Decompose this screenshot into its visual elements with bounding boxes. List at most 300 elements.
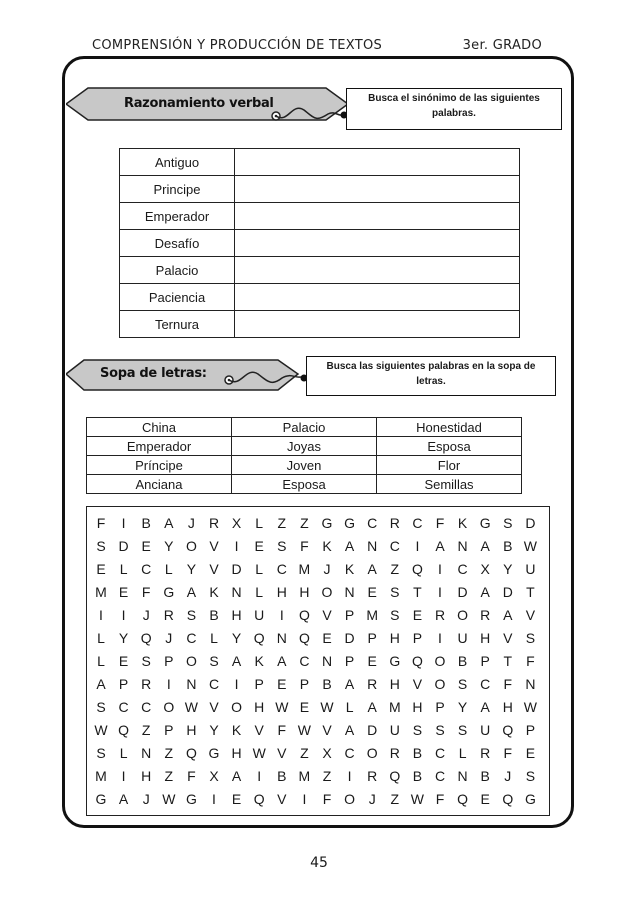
grid-letter[interactable]: Z: [141, 722, 151, 738]
grid-row: [91, 561, 547, 583]
synonym-word: Ternura: [120, 311, 235, 338]
grid-letter[interactable]: I: [121, 515, 126, 531]
grid-letter[interactable]: O: [344, 791, 356, 807]
synonym-word: Principe: [120, 176, 235, 203]
grid-letter[interactable]: C: [118, 699, 129, 715]
grid-letter[interactable]: W: [320, 699, 334, 715]
section-title: Razonamiento verbal: [124, 96, 274, 111]
grid-letter[interactable]: Z: [300, 745, 309, 761]
grid-letter[interactable]: B: [277, 768, 287, 784]
grid-letter[interactable]: I: [257, 768, 262, 784]
grid-letter[interactable]: S: [390, 584, 400, 600]
grid-letter[interactable]: D: [502, 584, 513, 600]
section-banner-sopa: [66, 358, 316, 398]
grid-letter[interactable]: P: [118, 676, 129, 692]
grid-letter[interactable]: A: [186, 584, 197, 600]
grid-letter[interactable]: A: [480, 538, 490, 554]
grid-letter[interactable]: B: [457, 653, 468, 669]
grid-letter[interactable]: D: [457, 584, 468, 600]
grid-row: [91, 699, 547, 721]
grid-letter[interactable]: N: [321, 653, 333, 669]
grid-letter[interactable]: C: [141, 699, 152, 715]
grid-letter[interactable]: I: [121, 607, 126, 623]
grid-letter[interactable]: Y: [164, 538, 174, 554]
grid-letter[interactable]: U: [480, 722, 491, 738]
synonym-word: Emperador: [120, 203, 235, 230]
grid-letter[interactable]: R: [480, 745, 491, 761]
grid-letter[interactable]: L: [119, 745, 128, 761]
grid-letter[interactable]: G: [524, 791, 536, 807]
grid-letter[interactable]: A: [277, 653, 287, 669]
grid-letter[interactable]: M: [298, 561, 311, 577]
grid-letter[interactable]: L: [458, 745, 467, 761]
grid-letter[interactable]: M: [298, 768, 311, 784]
instruction-text: Busca el sinónimo de las siguientes palabras.: [368, 93, 540, 119]
grid-letter[interactable]: S: [457, 676, 468, 692]
grid-letter[interactable]: U: [457, 630, 468, 646]
synonym-answer-blank[interactable]: [235, 311, 520, 338]
grid-letter[interactable]: I: [166, 676, 171, 692]
grid-letter[interactable]: D: [118, 538, 129, 554]
grid-letter[interactable]: A: [164, 515, 174, 531]
grid-letter[interactable]: P: [164, 653, 174, 669]
grid-letter[interactable]: C: [208, 676, 220, 692]
grid-letter[interactable]: H: [480, 630, 491, 646]
grid-letter[interactable]: E: [480, 791, 490, 807]
grid-letter[interactable]: L: [97, 630, 105, 646]
grid-letter[interactable]: Q: [457, 791, 469, 807]
grid-letter[interactable]: H: [389, 676, 400, 692]
grid-letter[interactable]: N: [457, 768, 468, 784]
grid-letter[interactable]: C: [344, 745, 355, 761]
grid-letter[interactable]: A: [344, 538, 355, 554]
grid-letter[interactable]: S: [277, 538, 287, 554]
grid-letter[interactable]: K: [209, 584, 219, 600]
grid-letter[interactable]: L: [210, 630, 218, 646]
grid-letter[interactable]: Q: [411, 561, 423, 577]
grid-letter[interactable]: W: [523, 538, 537, 554]
grid-letter[interactable]: O: [185, 653, 197, 669]
grid-letter[interactable]: S: [186, 607, 197, 623]
section-banner-razonamiento: [66, 84, 356, 130]
grid-letter[interactable]: G: [321, 515, 333, 531]
grid-letter[interactable]: A: [231, 653, 242, 669]
grid-letter[interactable]: P: [344, 653, 355, 669]
grid-letter[interactable]: S: [96, 745, 106, 761]
grid-letter[interactable]: I: [415, 538, 420, 554]
synonym-row: [120, 311, 520, 338]
grid-letter[interactable]: P: [367, 630, 377, 646]
grid-letter[interactable]: C: [276, 561, 287, 577]
grid-letter[interactable]: Q: [502, 791, 514, 807]
word-list-item: Honestidad: [377, 418, 522, 437]
synonym-word: Desafío: [120, 230, 235, 257]
grid-letter[interactable]: G: [163, 584, 175, 600]
grid-row: [91, 607, 547, 629]
grid-letter[interactable]: A: [344, 722, 355, 738]
grid-letter[interactable]: I: [234, 538, 239, 554]
grid-letter[interactable]: Q: [253, 791, 265, 807]
grid-letter[interactable]: A: [480, 699, 490, 715]
grid-letter[interactable]: P: [344, 607, 355, 623]
grid-letter[interactable]: N: [457, 538, 468, 554]
grid-letter[interactable]: R: [480, 607, 491, 623]
grid-letter[interactable]: H: [254, 699, 265, 715]
grid-letter[interactable]: Y: [118, 630, 129, 646]
grid-letter[interactable]: R: [141, 676, 152, 692]
grid-letter[interactable]: E: [118, 584, 129, 600]
grid-letter[interactable]: A: [367, 561, 377, 577]
grid-letter[interactable]: R: [434, 607, 446, 623]
grid-letter[interactable]: U: [389, 722, 400, 738]
grid-letter[interactable]: L: [255, 584, 264, 600]
grid-letter[interactable]: K: [322, 538, 332, 554]
grid-letter[interactable]: G: [208, 745, 220, 761]
grid-letter[interactable]: R: [163, 607, 174, 623]
grid-letter[interactable]: A: [435, 538, 445, 554]
grid-letter[interactable]: E: [367, 653, 377, 669]
grid-letter[interactable]: S: [96, 699, 106, 715]
grid-letter[interactable]: E: [141, 538, 151, 554]
grid-letter[interactable]: S: [390, 607, 400, 623]
synonym-answer-blank[interactable]: [235, 203, 520, 230]
grid-letter[interactable]: F: [277, 722, 287, 738]
grid-letter[interactable]: E: [118, 653, 129, 669]
grid-letter[interactable]: C: [434, 745, 446, 761]
grid-letter[interactable]: V: [503, 630, 513, 646]
grid-letter[interactable]: O: [321, 584, 333, 600]
grid-letter[interactable]: I: [347, 768, 352, 784]
grid-letter[interactable]: N: [525, 676, 536, 692]
word-list-item: Joyas: [232, 437, 377, 456]
grid-letter[interactable]: A: [480, 584, 490, 600]
grid-letter[interactable]: V: [412, 676, 423, 692]
grid-letter[interactable]: V: [322, 722, 332, 738]
grid-letter[interactable]: S: [457, 722, 468, 738]
grid-letter[interactable]: N: [141, 745, 152, 761]
grid-letter[interactable]: F: [435, 791, 445, 807]
grid-letter[interactable]: T: [503, 653, 513, 669]
grid-row: [91, 791, 547, 813]
word-list-row: [87, 437, 522, 456]
grid-letter[interactable]: K: [254, 653, 264, 669]
grid-letter[interactable]: E: [412, 607, 423, 623]
grid-letter[interactable]: G: [185, 791, 197, 807]
grid-letter[interactable]: X: [322, 745, 332, 761]
grid-letter[interactable]: S: [412, 722, 423, 738]
grid-letter[interactable]: Q: [253, 630, 265, 646]
grid-letter[interactable]: Z: [164, 745, 174, 761]
grid-letter[interactable]: H: [141, 768, 152, 784]
synonym-answer-blank[interactable]: [235, 284, 520, 311]
grid-letter[interactable]: C: [389, 538, 400, 554]
grid-letter[interactable]: X: [231, 515, 242, 531]
grid-letter[interactable]: W: [252, 745, 266, 761]
grid-letter[interactable]: V: [277, 791, 287, 807]
grid-letter[interactable]: I: [279, 607, 284, 623]
grid-letter[interactable]: Z: [300, 515, 309, 531]
grid-letter[interactable]: Y: [186, 561, 197, 577]
grid-letter[interactable]: Z: [390, 791, 400, 807]
grid-row: [91, 538, 547, 560]
grid-letter[interactable]: O: [434, 653, 446, 669]
grid-letter[interactable]: O: [434, 676, 446, 692]
grid-letter[interactable]: F: [322, 791, 332, 807]
grid-letter[interactable]: U: [525, 561, 536, 577]
grid-letter[interactable]: K: [231, 722, 242, 738]
word-search-grid: [86, 506, 550, 816]
grid-letter[interactable]: B: [322, 676, 332, 692]
grid-letter[interactable]: B: [412, 745, 423, 761]
grid-letter[interactable]: H: [231, 745, 242, 761]
grid-letter[interactable]: R: [389, 515, 400, 531]
grid-letter[interactable]: Y: [503, 561, 513, 577]
grid-letter[interactable]: J: [142, 791, 150, 807]
grade-label: 3er. GRADO: [462, 38, 542, 53]
grid-letter[interactable]: C: [186, 630, 197, 646]
grid-letter[interactable]: I: [234, 676, 239, 692]
grid-letter[interactable]: Z: [164, 768, 174, 784]
grid-letter[interactable]: H: [412, 699, 423, 715]
grid-letter[interactable]: A: [367, 699, 377, 715]
grid-letter[interactable]: N: [186, 676, 197, 692]
grid-letter[interactable]: L: [255, 515, 264, 531]
grid-letter[interactable]: F: [503, 676, 513, 692]
grid-letter[interactable]: K: [457, 515, 468, 531]
grid-letter[interactable]: H: [276, 584, 287, 600]
grid-letter[interactable]: I: [212, 791, 216, 807]
grid-letter[interactable]: E: [367, 584, 377, 600]
grid-letter[interactable]: D: [231, 561, 242, 577]
grid-letter[interactable]: U: [254, 607, 265, 623]
grid-letter[interactable]: G: [479, 515, 491, 531]
page-number: 45: [310, 855, 328, 871]
grid-letter[interactable]: A: [118, 791, 129, 807]
grid-letter[interactable]: W: [184, 699, 198, 715]
grid-letter[interactable]: Q: [118, 722, 130, 738]
grid-letter[interactable]: B: [209, 607, 219, 623]
grid-letter[interactable]: A: [503, 607, 513, 623]
grid-letter[interactable]: I: [438, 630, 442, 646]
grid-letter[interactable]: W: [94, 722, 108, 738]
grid-letter[interactable]: W: [410, 791, 424, 807]
grid-letter[interactable]: O: [231, 699, 243, 715]
grid-letter[interactable]: E: [322, 630, 332, 646]
grid-letter[interactable]: C: [367, 515, 378, 531]
grid-letter[interactable]: F: [141, 584, 151, 600]
word-list-item: Anciana: [87, 475, 232, 494]
grid-letter[interactable]: Z: [322, 768, 332, 784]
grid-letter[interactable]: W: [162, 791, 176, 807]
word-list-item: Esposa: [232, 475, 377, 494]
grid-letter[interactable]: V: [277, 745, 287, 761]
grid-letter[interactable]: T: [526, 584, 535, 600]
grid-letter[interactable]: F: [300, 538, 309, 554]
grid-letter[interactable]: P: [435, 699, 445, 715]
grid-letter[interactable]: W: [297, 722, 311, 738]
grid-letter[interactable]: S: [141, 653, 151, 669]
grid-letter[interactable]: E: [525, 745, 536, 761]
synonym-row: [120, 284, 520, 311]
grid-letter[interactable]: V: [254, 722, 264, 738]
grid-letter[interactable]: Q: [298, 607, 310, 623]
grid-letter[interactable]: Y: [457, 699, 468, 715]
grid-letter[interactable]: Q: [140, 630, 152, 646]
grid-letter[interactable]: O: [366, 745, 378, 761]
grid-letter[interactable]: C: [141, 561, 152, 577]
grid-letter[interactable]: B: [412, 768, 423, 784]
grid-letter[interactable]: F: [187, 768, 196, 784]
grid-letter[interactable]: B: [503, 538, 513, 554]
grid-letter[interactable]: F: [526, 653, 535, 669]
grid-letter[interactable]: G: [389, 653, 401, 669]
grid-letter[interactable]: P: [525, 722, 536, 738]
grid-letter[interactable]: J: [187, 515, 195, 531]
grid-letter[interactable]: M: [388, 699, 401, 715]
grid-letter[interactable]: F: [435, 515, 445, 531]
grid-letter[interactable]: J: [368, 791, 376, 807]
grid-letter[interactable]: S: [96, 538, 106, 554]
grid-letter[interactable]: P: [480, 653, 490, 669]
grid-letter[interactable]: Q: [389, 768, 401, 784]
synonym-word: Paciencia: [120, 284, 235, 311]
synonym-row: [120, 176, 520, 203]
grid-letter[interactable]: I: [302, 791, 307, 807]
word-list-item: Palacio: [232, 418, 377, 437]
grid-letter[interactable]: H: [231, 607, 242, 623]
grid-letter[interactable]: S: [525, 630, 536, 646]
grid-letter[interactable]: B: [480, 768, 490, 784]
grid-letter[interactable]: N: [367, 538, 378, 554]
grid-letter[interactable]: R: [367, 768, 378, 784]
grid-letter[interactable]: A: [96, 676, 106, 692]
grid-letter[interactable]: I: [438, 584, 442, 600]
grid-letter[interactable]: B: [141, 515, 151, 531]
grid-letter[interactable]: M: [366, 607, 379, 623]
grid-letter[interactable]: H: [502, 699, 513, 715]
grid-letter[interactable]: P: [299, 676, 310, 692]
grid-letter[interactable]: C: [480, 676, 491, 692]
grid-letter[interactable]: H: [186, 722, 197, 738]
grid-letter[interactable]: E: [231, 791, 242, 807]
grid-letter[interactable]: S: [503, 515, 513, 531]
subject-title: COMPRENSIÓN Y PRODUCCIÓN DE TEXTOS: [92, 38, 383, 53]
grid-letter[interactable]: N: [344, 584, 355, 600]
grid-letter[interactable]: M: [95, 584, 107, 600]
word-list-item: Semillas: [377, 475, 522, 494]
grid-letter[interactable]: Q: [298, 630, 310, 646]
grid-letter[interactable]: Q: [502, 722, 514, 738]
grid-letter[interactable]: V: [209, 538, 219, 554]
grid-letter[interactable]: W: [523, 699, 537, 715]
grid-letter[interactable]: L: [119, 561, 128, 577]
synonym-row: [120, 230, 520, 257]
grid-letter[interactable]: S: [209, 653, 219, 669]
grid-letter[interactable]: L: [345, 699, 354, 715]
grid-letter[interactable]: A: [231, 768, 242, 784]
grid-letter[interactable]: Z: [277, 515, 287, 531]
grid-letter[interactable]: V: [209, 699, 219, 715]
grid-letter[interactable]: I: [438, 561, 442, 577]
synonym-table: [119, 148, 520, 338]
grid-letter[interactable]: R: [208, 515, 220, 531]
grid-letter[interactable]: F: [503, 745, 513, 761]
grid-letter[interactable]: R: [367, 676, 378, 692]
grid-row: [91, 653, 547, 675]
grid-letter[interactable]: H: [299, 584, 310, 600]
grid-letter[interactable]: L: [164, 561, 173, 577]
grid-letter[interactable]: O: [457, 607, 469, 623]
grid-letter[interactable]: P: [254, 676, 264, 692]
grid-letter[interactable]: J: [142, 607, 150, 623]
grid-letter[interactable]: V: [525, 607, 536, 623]
grid-letter[interactable]: J: [504, 768, 512, 784]
grid-letter[interactable]: N: [231, 584, 242, 600]
grid-letter[interactable]: X: [209, 768, 219, 784]
grid-letter[interactable]: H: [389, 630, 400, 646]
grid-letter[interactable]: L: [255, 561, 264, 577]
grid-letter[interactable]: P: [412, 630, 423, 646]
grid-letter[interactable]: I: [121, 768, 126, 784]
grid-letter[interactable]: L: [97, 653, 105, 669]
grid-letter[interactable]: E: [254, 538, 264, 554]
grid-letter[interactable]: S: [525, 768, 536, 784]
grid-letter[interactable]: C: [434, 768, 446, 784]
word-list-row: [87, 418, 522, 437]
grid-row: [91, 676, 547, 698]
grid-letter[interactable]: V: [209, 561, 219, 577]
grid-letter[interactable]: O: [185, 538, 197, 554]
grid-letter[interactable]: X: [480, 561, 490, 577]
grid-letter[interactable]: J: [165, 630, 173, 646]
synonym-answer-blank[interactable]: [235, 176, 520, 203]
grid-letter[interactable]: N: [276, 630, 287, 646]
grid-letter[interactable]: D: [367, 722, 378, 738]
grid-letter[interactable]: Y: [209, 722, 219, 738]
grid-letter[interactable]: F: [96, 515, 106, 531]
grid-letter[interactable]: M: [95, 768, 107, 784]
synonym-answer-blank[interactable]: [235, 257, 520, 284]
grid-letter[interactable]: E: [299, 699, 310, 715]
grid-letter[interactable]: G: [95, 791, 107, 807]
grid-letter[interactable]: E: [96, 561, 106, 577]
grid-letter[interactable]: V: [322, 607, 332, 623]
grid-letter[interactable]: P: [164, 722, 174, 738]
grid-letter[interactable]: C: [299, 653, 310, 669]
grid-letter[interactable]: C: [412, 515, 423, 531]
grid-letter[interactable]: W: [275, 699, 289, 715]
grid-letter[interactable]: A: [344, 676, 355, 692]
grid-letter[interactable]: C: [457, 561, 468, 577]
grid-letter[interactable]: K: [344, 561, 355, 577]
grid-letter[interactable]: Q: [411, 653, 423, 669]
synonym-answer-blank[interactable]: [235, 149, 520, 176]
grid-letter[interactable]: Y: [231, 630, 242, 646]
grid-letter[interactable]: J: [323, 561, 331, 577]
grid-letter[interactable]: D: [344, 630, 355, 646]
grid-letter[interactable]: R: [389, 745, 400, 761]
grid-letter[interactable]: I: [99, 607, 103, 623]
grid-letter[interactable]: O: [163, 699, 175, 715]
grid-letter[interactable]: Z: [390, 561, 400, 577]
grid-letter[interactable]: E: [277, 676, 287, 692]
grid-letter[interactable]: T: [413, 584, 422, 600]
grid-letter[interactable]: D: [525, 515, 536, 531]
grid-letter[interactable]: G: [344, 515, 356, 531]
grid-letter[interactable]: S: [435, 722, 445, 738]
synonym-answer-blank[interactable]: [235, 230, 520, 257]
grid-letter[interactable]: Q: [185, 745, 197, 761]
